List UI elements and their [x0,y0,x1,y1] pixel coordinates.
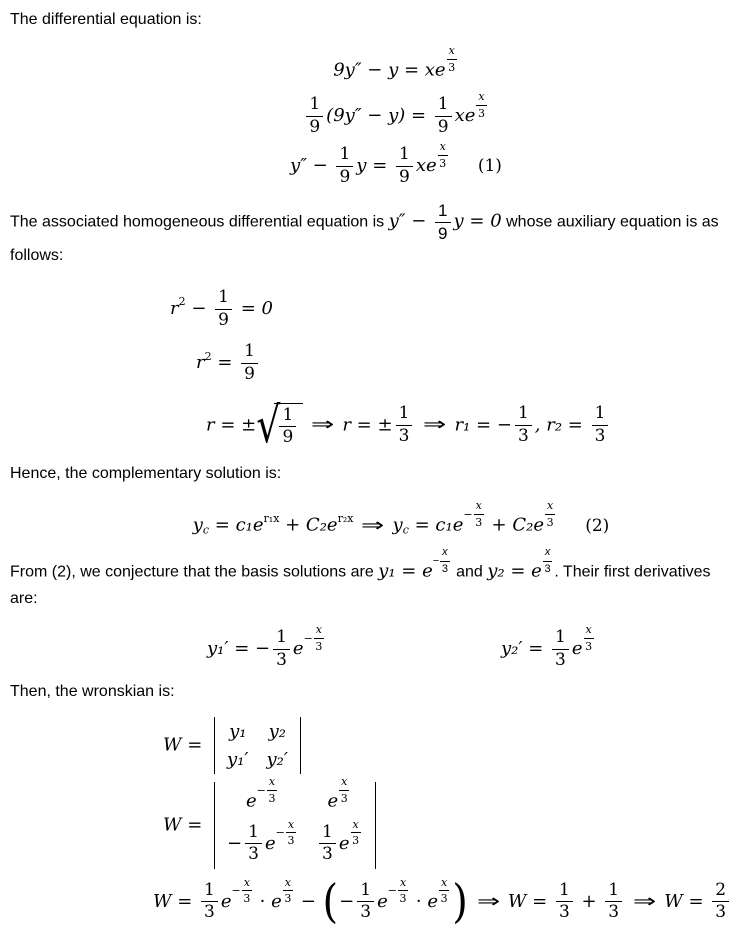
numerator: 2 [712,881,729,903]
paragraph-text: whose auxiliary equation is as follows: [10,213,719,264]
math-run: r₁ = − [454,414,512,436]
math-run: − [227,832,243,854]
derivative-y1 [207,623,326,670]
equation-1-line-1 [50,43,742,86]
paragraph-complementary [10,462,742,487]
math-run: = [211,352,239,374]
exponent-minus: − [256,783,266,797]
denominator: 3 [439,156,447,170]
operator-minus: − [295,890,322,912]
equation-1-line-3 [50,140,742,187]
numerator: x [283,876,293,892]
aux-equation-line-1 [170,288,742,330]
exponent-fraction [351,818,361,849]
numerator: 1 [336,145,353,167]
exponent-minus: − [303,631,313,645]
numerator: 1 [605,881,622,903]
fraction [435,201,450,243]
numerator: x [584,623,594,639]
determinant-cell: y₂′ [266,748,288,770]
superscript: 2 [178,295,186,309]
equation-number: (1) [477,156,502,177]
math-run: 9y″ − y = xe [333,59,446,81]
math-run: , [534,414,547,436]
math-run: W = [153,890,199,912]
exponent-fraction [474,499,484,530]
numerator: x [351,818,361,834]
numerator: 1 [396,145,413,167]
denominator: 3 [475,516,483,530]
fraction [515,404,532,446]
denominator: 3 [715,902,727,923]
exponent-minus: − [463,508,473,522]
math-run: = c₁e [408,514,464,536]
math-run: + C₂e [279,514,338,536]
numerator: x [545,499,555,515]
numerator: 1 [306,95,323,117]
numerator: 1 [396,404,413,426]
determinant-cell: y₁′ [227,748,249,770]
denominator: 3 [399,892,407,906]
aux-equation-line-2 [196,342,742,384]
fraction [435,95,452,137]
paragraph-text: and [451,563,488,581]
big-paren-right: ) [452,875,468,929]
denominator: 9 [309,116,321,137]
paragraph-text: . Their first derivatives are: [10,563,711,608]
implies-arrow: ⇒ [361,514,385,536]
fraction [279,406,296,448]
numerator: 1 [319,823,336,845]
denominator: 3 [441,562,448,575]
fraction [201,881,218,923]
derivatives-row [10,623,742,670]
denominator: 3 [287,834,295,848]
exponent-fraction [476,90,486,121]
math-run: W = [507,890,553,912]
superscript: 2 [204,349,212,363]
inline-math: y = 0 [453,210,502,232]
exponent-minus: − [387,884,397,898]
complementary-solution-equation [10,499,742,541]
denominator: 3 [322,844,333,865]
numerator: 1 [435,201,450,223]
paragraph-intro [10,8,742,33]
numerator: 1 [241,342,258,364]
exponent-fraction [439,876,449,907]
numerator: x [440,546,450,562]
fraction [357,881,374,923]
exponent-fraction [440,546,450,577]
subscript: c [402,523,409,537]
determinant-cell [327,775,351,817]
math-run: − [185,298,213,320]
denominator: 3 [608,902,620,923]
paragraph-wronskian [10,680,742,705]
fraction [396,145,413,187]
exponent-minus: − [275,826,285,840]
denominator: 9 [437,116,449,137]
inline-math: y″ − [388,210,433,232]
determinant [214,717,301,774]
wronskian-evaluation [153,875,742,929]
numerator: x [398,876,408,892]
denominator: 3 [517,425,529,446]
superscript: r₂x [337,511,354,525]
math-run: − [339,890,355,912]
operator-plus: + [575,890,603,912]
superscript: r₁x [263,511,280,525]
equation-1-line-2 [50,90,742,137]
exponent-fraction [545,499,555,530]
math-run: r = ± [206,414,257,436]
numerator: x [286,818,296,834]
fraction [552,628,569,670]
math-run: r = ± [342,414,393,436]
denominator: 9 [438,224,448,244]
numerator: x [439,876,449,892]
denominator: 9 [244,364,255,385]
exponent-fraction [543,546,553,577]
implies-arrow: ⇒ [632,890,657,912]
numerator: x [339,775,349,791]
numerator: 1 [556,881,573,903]
denominator: 3 [448,60,456,74]
operator-dot: · [253,890,272,912]
numerator: x [267,775,277,791]
fraction [273,628,290,670]
fraction [336,145,353,187]
numerator: x [474,499,484,515]
denominator: 3 [360,902,372,923]
denominator: 3 [558,902,570,923]
numerator: x [314,623,324,639]
denominator: 3 [594,425,606,446]
denominator: 3 [585,639,593,653]
denominator: 3 [204,902,215,923]
denominator: 3 [248,844,259,865]
denominator: 3 [340,792,348,806]
square-root [256,396,303,454]
determinant-cell [316,817,363,865]
paragraph-text: From (2), we conjecture that the basis solutions are [10,563,379,581]
paragraph-text: Hence, the complementary solution is: [10,464,282,482]
numerator: x [476,90,486,106]
aux-equation-line-3 [206,396,742,454]
paragraph-text: The associated homogeneous differential equation is [10,213,389,231]
math-run: r [196,352,205,374]
denominator: 3 [440,892,448,906]
denominator: 9 [218,309,229,330]
math-run: r [170,298,179,320]
numerator: 1 [552,628,569,650]
determinant-grid [227,775,363,865]
math-run: e [271,890,282,912]
denominator: 3 [315,639,323,653]
denominator: 9 [339,166,351,187]
math-run: e [377,890,388,912]
equation-block-3 [10,499,742,541]
math-run: W = [163,734,209,756]
numerator: 1 [357,881,374,903]
math-run: y₁′ = − [207,638,271,660]
wronskian-explicit [163,775,742,869]
numerator: 1 [515,404,532,426]
subscript: c [202,523,210,537]
determinant-cell: y₂ [268,721,286,743]
fraction [592,404,609,446]
derivative-y2 [501,623,596,670]
fraction [215,288,232,330]
implies-arrow: ⇒ [476,890,501,912]
math-run: xe [454,105,476,127]
math-run: + C₂e [485,514,544,536]
determinant-grid [227,721,288,770]
fraction [245,823,262,865]
paragraph-intro-text: The differential equation is: [10,11,202,28]
math-run: e [427,890,438,912]
numerator: 1 [201,881,218,903]
numerator: x [242,876,252,892]
fraction [605,881,622,923]
math-run: e [220,890,232,912]
exponent-fraction [283,876,293,907]
denominator: 9 [282,427,294,448]
numerator: 1 [273,628,290,650]
equation-block-1 [10,43,742,188]
math-run: (9y″ − y) = [326,105,432,127]
denominator: 3 [555,649,566,670]
math-run: r₂ = [546,414,589,436]
math-run: e [264,832,276,854]
paragraph-homogeneous [10,201,742,268]
exponent-fraction [286,818,296,849]
operator-dot: · [410,890,428,912]
denominator: 3 [352,834,360,848]
denominator: 3 [544,562,551,575]
determinant-cell: y₁ [229,721,247,743]
denominator: 3 [284,892,292,906]
exponent-fraction [398,876,408,907]
denominator: 3 [546,516,554,530]
exponent-fraction [314,623,324,654]
fraction [556,881,573,923]
exponent-fraction [267,775,277,806]
denominator: 3 [478,106,486,120]
determinant-cell [245,775,279,817]
implies-arrow: ⇒ [311,414,335,436]
math-run: y = [356,155,393,177]
math-run: e [571,638,583,660]
big-paren-left: ( [322,875,339,929]
wronskian-definition [163,717,742,774]
determinant [214,775,376,869]
numerator: 1 [435,95,452,117]
math-run: e [327,790,339,812]
denominator: 9 [399,166,410,187]
inline-math: y₁ = e [378,560,433,582]
exponent-fraction [339,775,349,806]
denominator: 3 [276,649,287,670]
numerator: x [438,140,448,156]
numerator: 1 [279,406,296,428]
exponent-fraction [438,140,448,171]
exponent-fraction [242,876,252,907]
equation-number: (2) [585,515,610,536]
numerator: 1 [245,823,262,845]
numerator: x [447,44,457,60]
math-run: = c₁e [209,514,264,536]
inline-math: y₂ = e [487,560,542,582]
math-run: xe [415,155,437,177]
fraction [396,404,413,446]
paragraph-basis-solutions [10,545,742,612]
math-run: y″ − [290,155,334,177]
exponent-fraction [584,623,594,654]
exponent-fraction [447,44,457,75]
numerator: x [543,546,553,562]
exponent-minus: − [231,884,241,898]
math-run: y [392,514,403,536]
math-run: e [245,790,257,812]
math-run: = 0 [234,298,273,320]
equation-block-2 [10,287,742,454]
math-run: e [292,638,304,660]
radical-sign: √ [256,396,281,454]
denominator: 3 [243,892,251,906]
fraction [306,95,323,137]
determinant-cell [227,817,298,865]
math-run: W = [163,814,209,836]
denominator: 3 [398,425,410,446]
paragraph-text: Then, the wronskian is: [10,683,175,701]
math-run: W = [664,890,710,912]
denominator: 3 [268,792,276,806]
fraction [241,342,258,384]
math-run: y [192,514,203,536]
math-run: e [338,832,350,854]
fraction [319,823,336,865]
fraction [712,881,729,923]
implies-arrow: ⇒ [423,414,447,436]
math-run: y₂′ = [501,638,550,660]
numerator: 1 [215,288,232,310]
exponent-minus: − [432,554,440,567]
numerator: 1 [592,404,609,426]
